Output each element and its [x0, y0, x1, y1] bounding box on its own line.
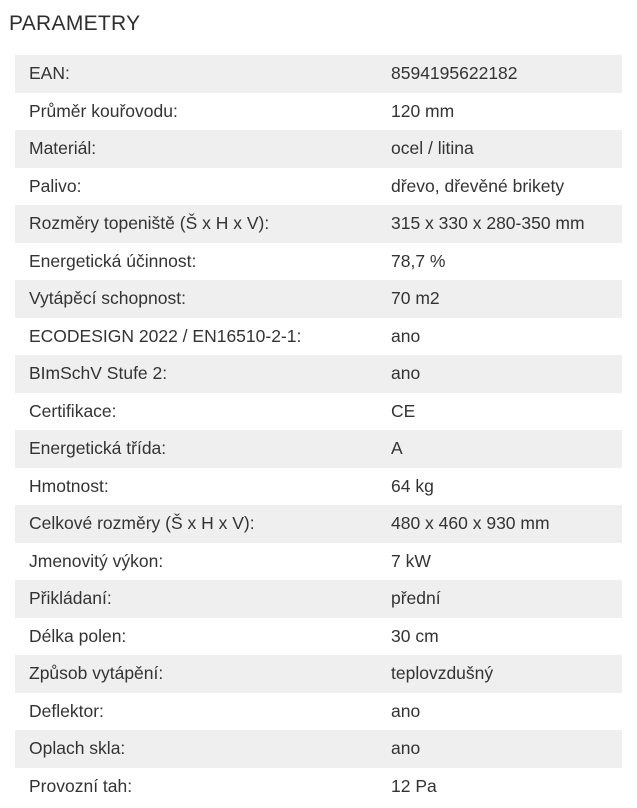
param-value: 78,7 % — [391, 250, 446, 271]
param-value: ano — [391, 700, 421, 721]
param-value: dřevo, dřevěné brikety — [391, 175, 565, 196]
param-label: Energetická účinnost: — [29, 250, 197, 271]
param-value: přední — [391, 588, 441, 608]
param-row-nominal-output — [15, 543, 622, 581]
param-label: Způsob vytápění: — [29, 663, 164, 683]
param-value: ano — [391, 738, 421, 758]
param-row-overall-dimensions — [15, 505, 622, 543]
param-label: Přikládaní: — [29, 588, 112, 608]
param-label: Délka polen: — [29, 625, 127, 646]
param-label: Provozní tah: — [29, 775, 133, 796]
param-row-certification — [15, 393, 622, 431]
param-label: Deflektor: — [29, 700, 104, 721]
param-label: Materiál: — [29, 138, 97, 158]
param-value: 64 kg — [391, 475, 434, 496]
param-row-weight — [15, 468, 622, 506]
param-value: 315 x 330 x 280-350 mm — [391, 213, 585, 233]
param-row-deflector — [15, 693, 622, 731]
param-value: 480 x 460 x 930 mm — [391, 513, 550, 533]
parameters-table-body — [15, 55, 622, 805]
param-label: Průměr kouřovodu: — [29, 100, 178, 121]
param-label: EAN: — [29, 63, 70, 83]
param-label: Energetická třída: — [29, 438, 167, 458]
param-row-energy-efficiency — [15, 243, 622, 281]
param-label: Celkové rozměry (Š x H x V): — [29, 513, 255, 533]
param-row-fuel — [15, 168, 622, 206]
param-row-bimschv — [15, 355, 622, 393]
param-label: Vytápěcí schopnost: — [29, 288, 186, 308]
param-row-ecodesign — [15, 318, 622, 356]
param-row-ean — [15, 55, 622, 93]
param-row-material — [15, 130, 622, 168]
param-value: CE — [391, 400, 416, 421]
param-value: A — [391, 438, 403, 458]
param-row-operating-draft — [15, 768, 622, 806]
param-row-heating-capacity — [15, 280, 622, 318]
param-value: 8594195622182 — [391, 63, 518, 83]
section-title: PARAMETRY — [9, 12, 141, 35]
param-value: teplovzdušný — [391, 663, 494, 683]
param-value: 7 kW — [391, 550, 431, 571]
param-label: Certifikace: — [29, 400, 117, 421]
param-row-heating-method — [15, 655, 622, 693]
param-label: Oplach skla: — [29, 738, 126, 758]
param-value: 30 cm — [391, 625, 439, 646]
param-value: ocel / litina — [391, 138, 474, 158]
param-label: BImSchV Stufe 2: — [29, 363, 168, 383]
parameters-table — [15, 55, 622, 805]
param-row-loading — [15, 580, 622, 618]
param-row-log-length — [15, 618, 622, 656]
param-label: Rozměry topeniště (Š x H x V): — [29, 213, 270, 233]
param-value: 70 m2 — [391, 288, 440, 308]
param-row-glass-rinse — [15, 730, 622, 768]
param-value: ano — [391, 363, 421, 383]
param-label: Hmotnost: — [29, 475, 109, 496]
param-row-flue-diameter — [15, 93, 622, 131]
param-value: 120 mm — [391, 100, 455, 121]
param-value: ano — [391, 325, 421, 346]
param-label: ECODESIGN 2022 / EN16510-2-1: — [29, 325, 302, 346]
param-value: 12 Pa — [391, 775, 437, 796]
param-label: Jmenovitý výkon: — [29, 550, 164, 571]
param-row-firebox-dimensions — [15, 205, 622, 243]
param-row-energy-class — [15, 430, 622, 468]
param-label: Palivo: — [29, 175, 82, 196]
